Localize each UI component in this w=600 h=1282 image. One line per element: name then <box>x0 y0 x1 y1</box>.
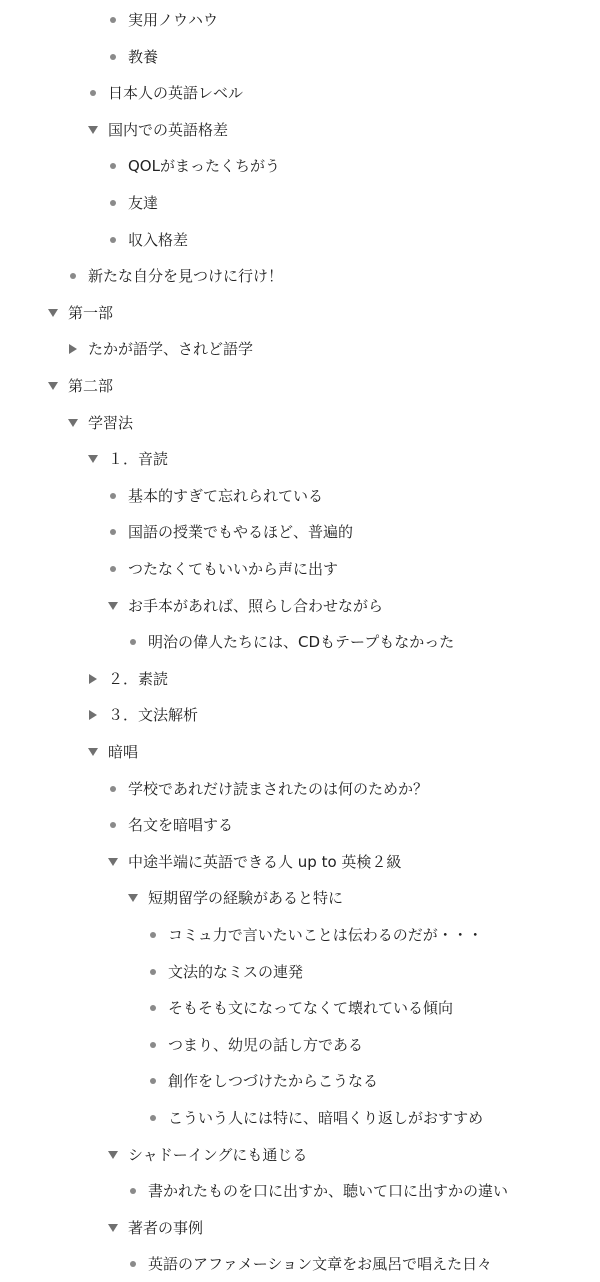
outline-item-label[interactable]: 基本的すぎて忘れられている <box>128 486 324 505</box>
outline-item[interactable] <box>0 551 600 587</box>
outline-item-label[interactable]: ３．文法解析 <box>108 706 199 725</box>
outline-item[interactable] <box>0 1173 600 1209</box>
outline-item[interactable] <box>0 112 600 148</box>
collapse-toggle-icon[interactable] <box>87 734 99 770</box>
outline-item[interactable] <box>0 2 600 38</box>
outline-item-label[interactable]: 国内での英語格差 <box>108 120 229 139</box>
outline-item-label[interactable]: 国語の授業でもやるほど、普遍的 <box>128 523 354 542</box>
bullet-icon[interactable] <box>127 624 139 660</box>
outline-item-label[interactable]: シャドーイングにも通じる <box>128 1145 308 1164</box>
outline-item-label[interactable]: 教養 <box>128 47 159 66</box>
bullet-icon[interactable] <box>127 1246 139 1282</box>
bullet-icon[interactable] <box>67 258 79 294</box>
bullet-icon[interactable] <box>107 514 119 550</box>
bullet-icon[interactable] <box>147 917 159 953</box>
outline-item-label[interactable]: 中途半端に英語できる人 up to 英検２級 <box>128 852 402 871</box>
collapse-toggle-icon[interactable] <box>107 1137 119 1173</box>
outline-item-label[interactable]: つまり、幼児の話し方である <box>168 1035 364 1054</box>
outline-item[interactable] <box>0 75 600 111</box>
outline-item-label[interactable]: 第二部 <box>68 377 114 395</box>
outline-item[interactable] <box>0 661 600 697</box>
collapse-toggle-icon[interactable] <box>127 880 139 916</box>
bullet-icon[interactable] <box>147 1100 159 1136</box>
outline-item-label[interactable]: そもそも文になってなくて壊れている傾向 <box>168 999 454 1018</box>
outline-item[interactable] <box>0 624 600 660</box>
outline-item-label[interactable]: 日本人の英語レベル <box>108 84 244 103</box>
bullet-icon[interactable] <box>147 990 159 1026</box>
outline-item-label[interactable]: 著者の事例 <box>128 1218 204 1237</box>
bullet-icon[interactable] <box>107 478 119 514</box>
outline-item-label[interactable]: 短期留学の経験があると特に <box>148 889 344 908</box>
outline-item[interactable] <box>0 1137 600 1173</box>
outline-item[interactable] <box>0 1063 600 1099</box>
outline-item-label[interactable]: 友達 <box>128 194 159 212</box>
outline-item-label[interactable]: 収入格差 <box>128 230 189 249</box>
bullet-icon[interactable] <box>107 807 119 843</box>
expand-toggle-icon[interactable] <box>87 661 99 697</box>
outline-item[interactable] <box>0 331 600 367</box>
bullet-icon[interactable] <box>107 39 119 75</box>
outline-item[interactable] <box>0 478 600 514</box>
outline-item-label[interactable]: 文法的なミスの連発 <box>168 962 304 981</box>
expand-toggle-icon[interactable] <box>67 331 79 367</box>
outline-item[interactable] <box>0 771 600 807</box>
collapse-toggle-icon[interactable] <box>87 112 99 148</box>
bullet-icon[interactable] <box>107 2 119 38</box>
collapse-toggle-icon[interactable] <box>107 1210 119 1246</box>
collapse-toggle-icon[interactable] <box>107 844 119 880</box>
bullet-icon[interactable] <box>147 954 159 990</box>
outline-item-label[interactable]: QOLがまったくちがう <box>128 157 280 176</box>
outline-item[interactable] <box>0 185 600 221</box>
bullet-icon[interactable] <box>107 148 119 184</box>
outline-item-label[interactable]: つたなくてもいいから声に出す <box>128 560 339 578</box>
bullet-icon[interactable] <box>107 771 119 807</box>
outline-item[interactable] <box>0 514 600 550</box>
outline-item-label[interactable]: 英語のアファメーション文章をお風呂で唱えた日々 <box>148 1255 493 1274</box>
bullet-icon[interactable] <box>107 222 119 258</box>
outline-item-label[interactable]: 第一部 <box>68 303 114 322</box>
outline-item[interactable] <box>0 258 600 294</box>
outline-item-label[interactable]: お手本があれば、照らし合わせながら <box>128 596 384 615</box>
outline-item-label[interactable]: 明治の偉人たちには、CDもテープもなかった <box>148 633 455 652</box>
outline-item[interactable] <box>0 1210 600 1246</box>
bullet-icon[interactable] <box>147 1027 159 1063</box>
outline-item-label[interactable]: 暗唱 <box>108 743 139 761</box>
outline-item[interactable] <box>0 917 600 953</box>
outline-item-label[interactable]: １．音読 <box>108 450 169 469</box>
outline-item[interactable] <box>0 807 600 843</box>
outline-item[interactable] <box>0 1027 600 1063</box>
outline-item-label[interactable]: 学習法 <box>88 413 134 432</box>
collapse-toggle-icon[interactable] <box>67 405 79 441</box>
outline-item[interactable] <box>0 222 600 258</box>
bullet-icon[interactable] <box>107 185 119 221</box>
outline-item[interactable] <box>0 405 600 441</box>
outline-item-label[interactable]: 書かれたものを口に出すか、聴いて口に出すかの違い <box>148 1182 509 1201</box>
outline-item[interactable] <box>0 295 600 331</box>
outline-item[interactable] <box>0 148 600 184</box>
outline-item[interactable] <box>0 588 600 624</box>
outline-item-label[interactable]: コミュ力で言いたいことは伝わるのだが・・・ <box>168 926 483 944</box>
outline-item[interactable] <box>0 39 600 75</box>
collapse-toggle-icon[interactable] <box>107 588 119 624</box>
outline-item[interactable] <box>0 697 600 733</box>
bullet-icon[interactable] <box>87 75 99 111</box>
bullet-icon[interactable] <box>127 1173 139 1209</box>
bullet-icon[interactable] <box>147 1063 159 1099</box>
outline-item[interactable] <box>0 368 600 404</box>
collapse-toggle-icon[interactable] <box>47 368 59 404</box>
outline-item[interactable] <box>0 734 600 770</box>
collapse-toggle-icon[interactable] <box>87 441 99 477</box>
outline-item[interactable] <box>0 1100 600 1136</box>
expand-toggle-icon[interactable] <box>87 697 99 733</box>
outline-item-label[interactable]: たかが語学、されど語学 <box>88 340 254 359</box>
outline-item-label[interactable]: 新たな自分を見つけに行け！ <box>88 267 284 286</box>
outline-item[interactable] <box>0 1246 600 1282</box>
outline-item-label[interactable]: 学校であれだけ読まされたのは何のためか？ <box>128 779 429 798</box>
bullet-icon[interactable] <box>107 551 119 587</box>
outline-item-label[interactable]: 創作をしつづけたからこうなる <box>168 1072 379 1091</box>
outline-item[interactable] <box>0 880 600 916</box>
outline-item[interactable] <box>0 990 600 1026</box>
outline-item[interactable] <box>0 954 600 990</box>
outline-item[interactable] <box>0 844 600 880</box>
outline-item-label[interactable]: ２．素読 <box>108 669 169 688</box>
outline-item[interactable] <box>0 441 600 477</box>
outline-item-label[interactable]: 名文を暗唱する <box>128 816 234 835</box>
outline-item-label[interactable]: 実用ノウハウ <box>128 11 219 29</box>
outline-item-label[interactable]: こういう人には特に、暗唱くり返しがおすすめ <box>168 1109 484 1127</box>
collapse-toggle-icon[interactable] <box>47 295 59 331</box>
